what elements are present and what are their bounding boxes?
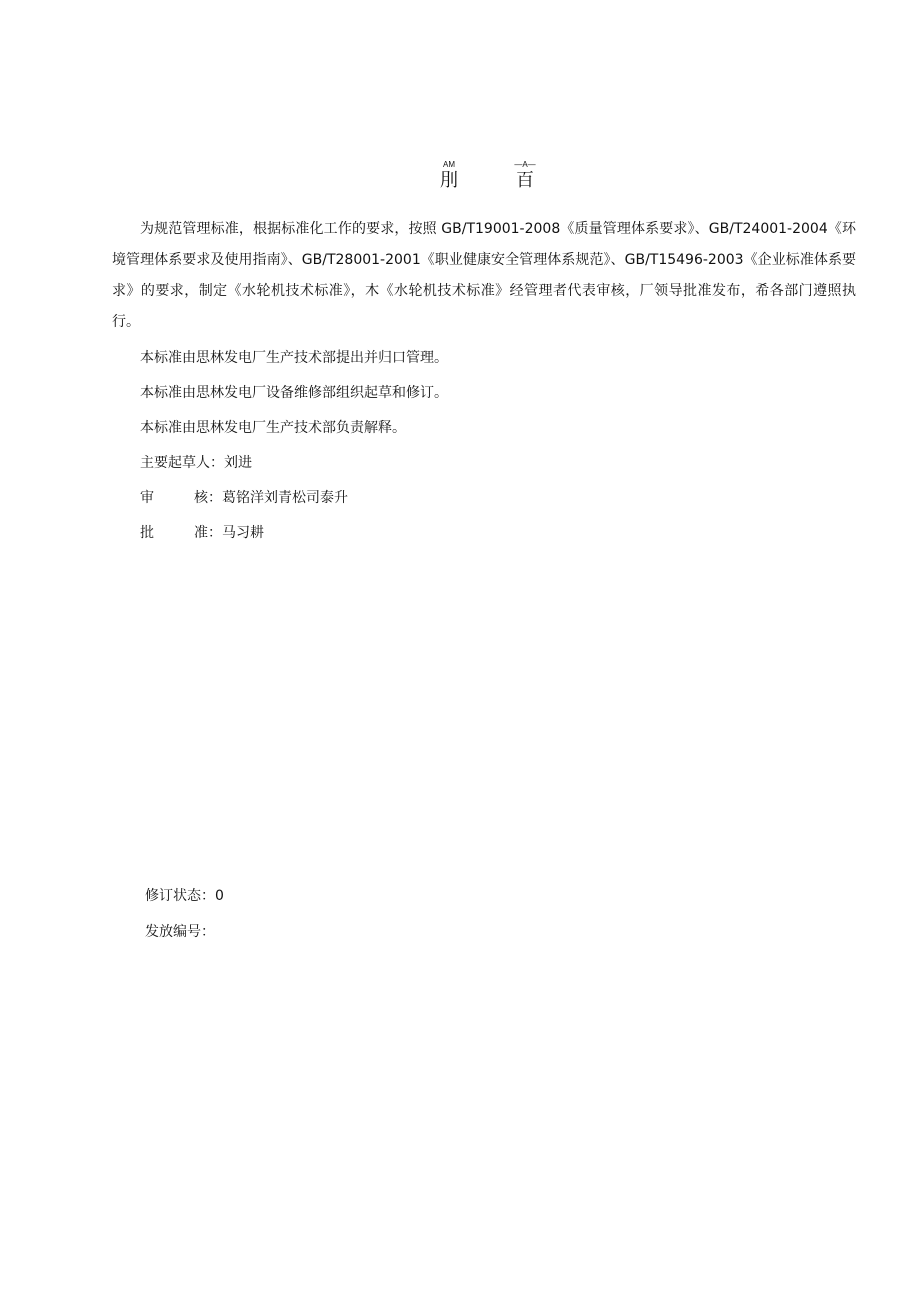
- title-char-2-superscript: —A—: [514, 160, 536, 169]
- line-reviewers: [112, 481, 856, 516]
- title-char-2-text: 百: [516, 170, 534, 191]
- review-label-a: 审: [140, 490, 154, 506]
- line-interpreter: 本标准由思林发电厂生产技术部负责解释。: [140, 420, 406, 436]
- title-char-2: [512, 160, 538, 192]
- document-footer: [145, 878, 224, 950]
- review-value: 葛铭洋刘青松司泰升: [222, 490, 348, 506]
- approve-label-a: 批: [140, 525, 154, 541]
- document-body: [112, 214, 856, 551]
- title-char-1-text: 刖: [440, 170, 458, 191]
- line-drafter-dept: 本标准由思林发电厂设备维修部组织起草和修订。: [140, 385, 448, 401]
- review-label-b: 核：: [194, 490, 222, 506]
- approve-value: 马习耕: [222, 525, 264, 541]
- line-main-drafter: 主要起草人：刘进: [140, 455, 252, 471]
- approve-label-b: 准：: [194, 525, 222, 541]
- issue-number: 发放编号：: [145, 924, 215, 940]
- line-proposer: 本标准由思林发电厂生产技术部提出并归口管理。: [140, 350, 448, 366]
- intro-paragraph: 为规范管理标准，根据标准化工作的要求，按照 GB/T19001-2008《质量管理体系要求》、GB/T24001-2004《环境管理体系要求及使用指南》、GB/T28001-2001《职业健康安全管理体系规范》、GB/T15496-2003《企业标准体系要求》的要求，制定《水轮机技术标准》，木《水轮机技术标准》经管理者代表审核，厂领导批准发布，希各部门遵照执行。: [112, 221, 856, 330]
- revision-status: 修订状态：0: [145, 888, 224, 904]
- title-char-1-superscript: AM: [443, 160, 455, 169]
- title-char-1: [436, 160, 462, 192]
- line-approver: [112, 516, 856, 551]
